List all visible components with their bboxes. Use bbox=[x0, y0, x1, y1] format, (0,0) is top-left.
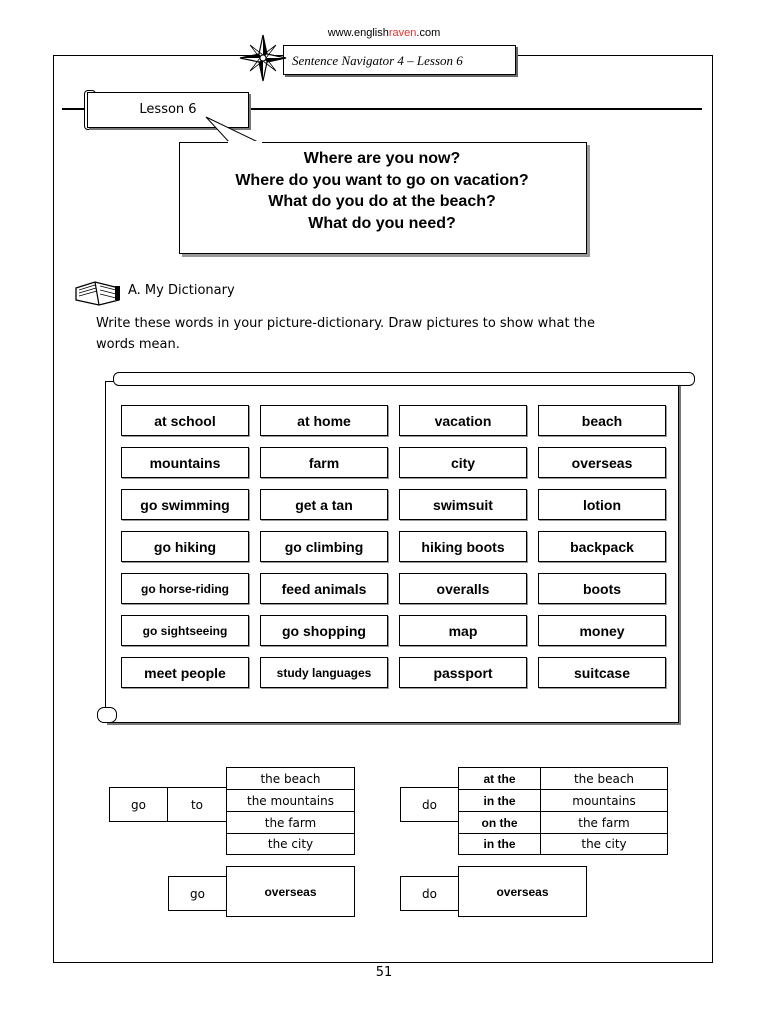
do-prep-cell: in the bbox=[458, 833, 541, 855]
word-box: go shopping bbox=[260, 615, 388, 646]
word-box: vacation bbox=[399, 405, 527, 436]
header-banner bbox=[283, 45, 516, 75]
site-url bbox=[0, 27, 768, 39]
go-verb-cell: go bbox=[109, 787, 168, 822]
question-4: What do you need? bbox=[308, 214, 456, 232]
do-prep-cell: at the bbox=[458, 767, 541, 790]
do-place-cell: the city bbox=[540, 833, 668, 855]
word-box: at home bbox=[260, 405, 388, 436]
pointer-join bbox=[228, 141, 262, 144]
word-box: swimsuit bbox=[399, 489, 527, 520]
site-url-suffix: .com bbox=[416, 27, 441, 39]
go-place-cell: the farm bbox=[226, 811, 355, 834]
page-number: 51 bbox=[375, 965, 393, 980]
section-title: A. My Dictionary bbox=[128, 283, 235, 298]
compass-rose-icon bbox=[238, 33, 288, 83]
scroll-roll-bottom bbox=[97, 707, 117, 723]
word-box: get a tan bbox=[260, 489, 388, 520]
word-box: passport bbox=[399, 657, 527, 688]
word-box: at school bbox=[121, 405, 249, 436]
word-box: go sightseeing bbox=[121, 615, 249, 646]
word-box: feed animals bbox=[260, 573, 388, 604]
word-box: mountains bbox=[121, 447, 249, 478]
word-box: boots bbox=[538, 573, 666, 604]
word-box: meet people bbox=[121, 657, 249, 688]
word-box: city bbox=[399, 447, 527, 478]
word-box: study languages bbox=[260, 657, 388, 688]
go-prep-cell: to bbox=[167, 787, 227, 822]
word-box: beach bbox=[538, 405, 666, 436]
word-box: go hiking bbox=[121, 531, 249, 562]
do-overseas-verb-cell: do bbox=[400, 876, 459, 911]
do-verb-cell: do bbox=[400, 787, 459, 822]
lesson-tab-label: Lesson 6 bbox=[139, 102, 197, 117]
go-place-cell: the city bbox=[226, 833, 355, 855]
site-url-accent: raven bbox=[388, 27, 417, 39]
question-1: Where are you now? bbox=[303, 150, 461, 167]
scroll-roll-top bbox=[113, 372, 695, 386]
site-url-prefix: www.english bbox=[327, 27, 389, 39]
do-place-cell: the beach bbox=[540, 767, 668, 790]
word-box: farm bbox=[260, 447, 388, 478]
word-grid bbox=[121, 405, 666, 688]
word-box: go swimming bbox=[121, 489, 249, 520]
go-overseas-place-cell: overseas bbox=[226, 866, 355, 917]
do-place-cell: mountains bbox=[540, 789, 668, 812]
question-list bbox=[179, 148, 585, 234]
word-box: money bbox=[538, 615, 666, 646]
word-box: suitcase bbox=[538, 657, 666, 688]
word-box: map bbox=[399, 615, 527, 646]
question-3: What do you do at the beach? bbox=[268, 193, 496, 210]
word-box: overalls bbox=[399, 573, 527, 604]
do-prep-cell: on the bbox=[458, 811, 541, 834]
go-overseas-verb-cell: go bbox=[168, 876, 227, 911]
do-place-cell: the farm bbox=[540, 811, 668, 834]
book-icon bbox=[73, 280, 123, 306]
do-overseas-place-cell: overseas bbox=[458, 866, 587, 917]
word-box: lotion bbox=[538, 489, 666, 520]
instructions bbox=[96, 313, 696, 355]
question-2: Where do you want to go on vacation? bbox=[235, 171, 529, 189]
word-box: go climbing bbox=[260, 531, 388, 562]
do-prep-cell: in the bbox=[458, 789, 541, 812]
word-box: go horse-riding bbox=[121, 573, 249, 604]
lesson-rule-right bbox=[248, 108, 702, 110]
word-box: hiking boots bbox=[399, 531, 527, 562]
instruction-line-2: words mean. bbox=[96, 337, 180, 352]
header-title: Sentence Navigator 4 – Lesson 6 bbox=[292, 53, 463, 68]
instruction-line-1: Write these words in your picture-dictionary. Draw pictures to show what the bbox=[96, 316, 596, 331]
go-place-cell: the mountains bbox=[226, 789, 355, 812]
word-box: overseas bbox=[538, 447, 666, 478]
go-place-cell: the beach bbox=[226, 767, 355, 790]
word-box: backpack bbox=[538, 531, 666, 562]
